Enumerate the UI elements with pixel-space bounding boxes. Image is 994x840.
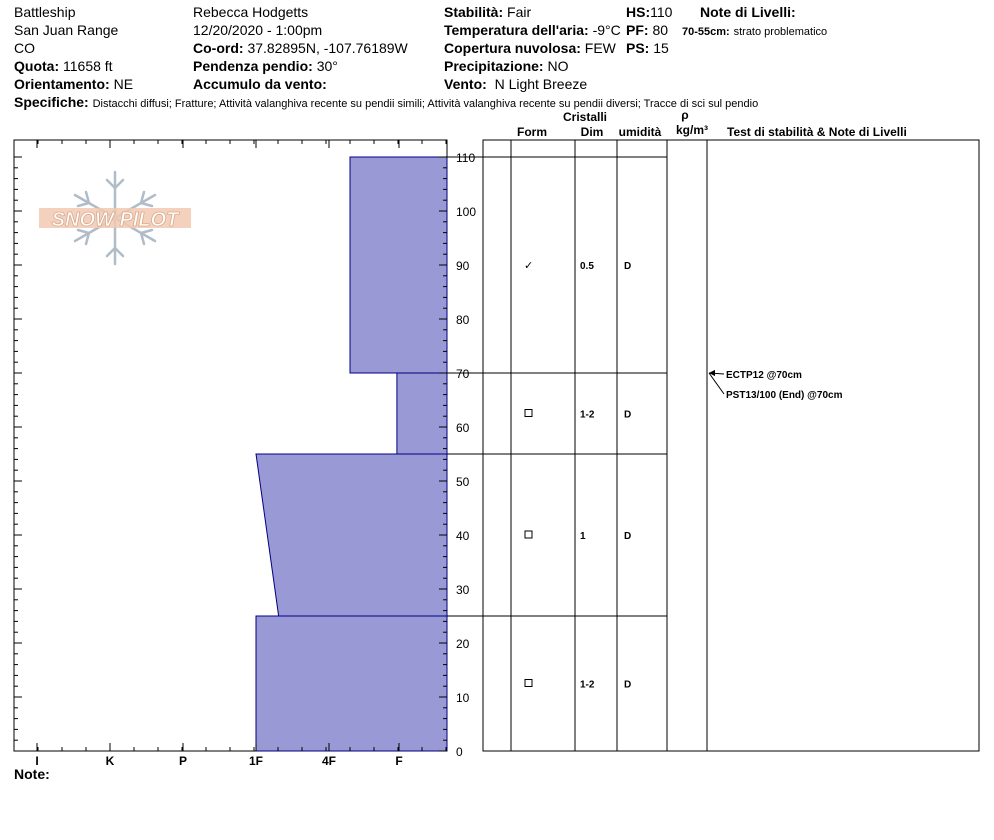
x-tick-label: I [35, 754, 39, 768]
pit-depth: PF: 80 [626, 22, 669, 38]
precipitation: Precipitazione: NO [444, 58, 569, 74]
x-tick-label: 1F [248, 754, 264, 768]
stability-test: PST13/100 (End) @70cm [726, 390, 843, 401]
crystals-header: Cristalli [562, 110, 608, 124]
logo-text: SNOW PILOT [51, 209, 179, 231]
y-tick-label: 0 [456, 745, 463, 759]
y-tick-label: 50 [456, 475, 470, 489]
tests-header: Test di stabilità & Note di Livelli [727, 125, 907, 139]
form-header: Form [517, 125, 547, 139]
mountain-range: San Juan Range [14, 22, 119, 38]
rho-header: ρ [681, 108, 689, 122]
y-tick-label: 10 [456, 691, 470, 705]
y-tick-label: 20 [456, 637, 470, 651]
hardness-layer-2 [256, 454, 447, 616]
x-tick-label: P [178, 754, 188, 768]
grain-form-symbol: ✓ [524, 260, 534, 272]
notes-label: Note: [14, 766, 50, 782]
size-header: Dim [580, 125, 604, 139]
elevation: Quota: 11658 ft [14, 58, 113, 74]
snow-height: HS:110 [626, 4, 673, 20]
slope-angle: Pendenza pendio: 30° [193, 58, 338, 74]
grain-size: 1-2 [580, 679, 595, 691]
density-header: kg/m³ [675, 123, 709, 137]
x-tick-label: K [105, 754, 115, 768]
hardness-layer-3 [256, 616, 447, 751]
y-tick-label: 110 [456, 151, 476, 165]
grain-size: 1 [580, 531, 586, 542]
state: CO [14, 40, 35, 56]
layer-table-frame [483, 140, 979, 751]
moisture-header: umidità [618, 125, 662, 139]
layer-rows [447, 157, 667, 691]
coordinates: Co-ord: 37.82895N, -107.76189W [193, 40, 408, 56]
location-name: Battleship [14, 4, 76, 20]
snowflake-logo-icon [39, 172, 191, 264]
moisture: D [624, 261, 632, 272]
grain-form-icon [525, 680, 532, 687]
moisture: D [624, 409, 632, 421]
aspect: Orientamento: NE [14, 76, 134, 92]
test-leader [709, 373, 724, 394]
y-tick-label: 60 [456, 421, 470, 435]
layer-note: 70-55cm: strato problematico [682, 26, 828, 38]
y-tick-label: 40 [456, 529, 470, 543]
stability-tests [709, 370, 843, 401]
grain-form-icon [525, 531, 532, 538]
wind: Vento: N Light Breeze [444, 76, 588, 92]
moisture: D [624, 679, 632, 691]
x-tick-label: 4F [321, 754, 337, 768]
hardness-profile [256, 157, 447, 751]
layer-notes-title: Note di Livelli: [700, 4, 796, 20]
y-tick-label: 30 [456, 583, 470, 597]
grain-size: 1-2 [580, 409, 595, 421]
ps-value: PS: 15 [626, 40, 669, 56]
y-tick-label: 90 [456, 259, 470, 273]
cloud-cover: Copertura nuvolosa: FEW [444, 40, 616, 56]
hardness-layer-1 [397, 373, 447, 454]
wind-loading: Accumulo da vento: [193, 76, 327, 92]
y-tick-label: 80 [456, 313, 470, 327]
grain-size: 0.5 [580, 261, 594, 272]
moisture: D [624, 531, 632, 542]
y-tick-label: 70 [456, 367, 470, 381]
grain-form-icon [525, 410, 532, 417]
y-tick-label: 100 [456, 205, 477, 219]
stability-test: ECTP12 @70cm [726, 370, 802, 381]
stability: Stabilità: Fair [444, 4, 532, 20]
hardness-layer-0 [350, 157, 447, 373]
observer-name: Rebecca Hodgetts [193, 4, 309, 20]
specifics: Specifiche: Distacchi diffusi; Fratture; Attività valanghiva recente su pendii simili; Attività valanghiva recente su pendii diversi; Tracce di sci sul pendio [14, 94, 759, 110]
observation-datetime: 12/20/2020 - 1:00pm [193, 22, 323, 38]
x-tick-label: F [395, 754, 403, 768]
air-temperature: Temperatura dell'aria: -9°C [444, 22, 621, 38]
